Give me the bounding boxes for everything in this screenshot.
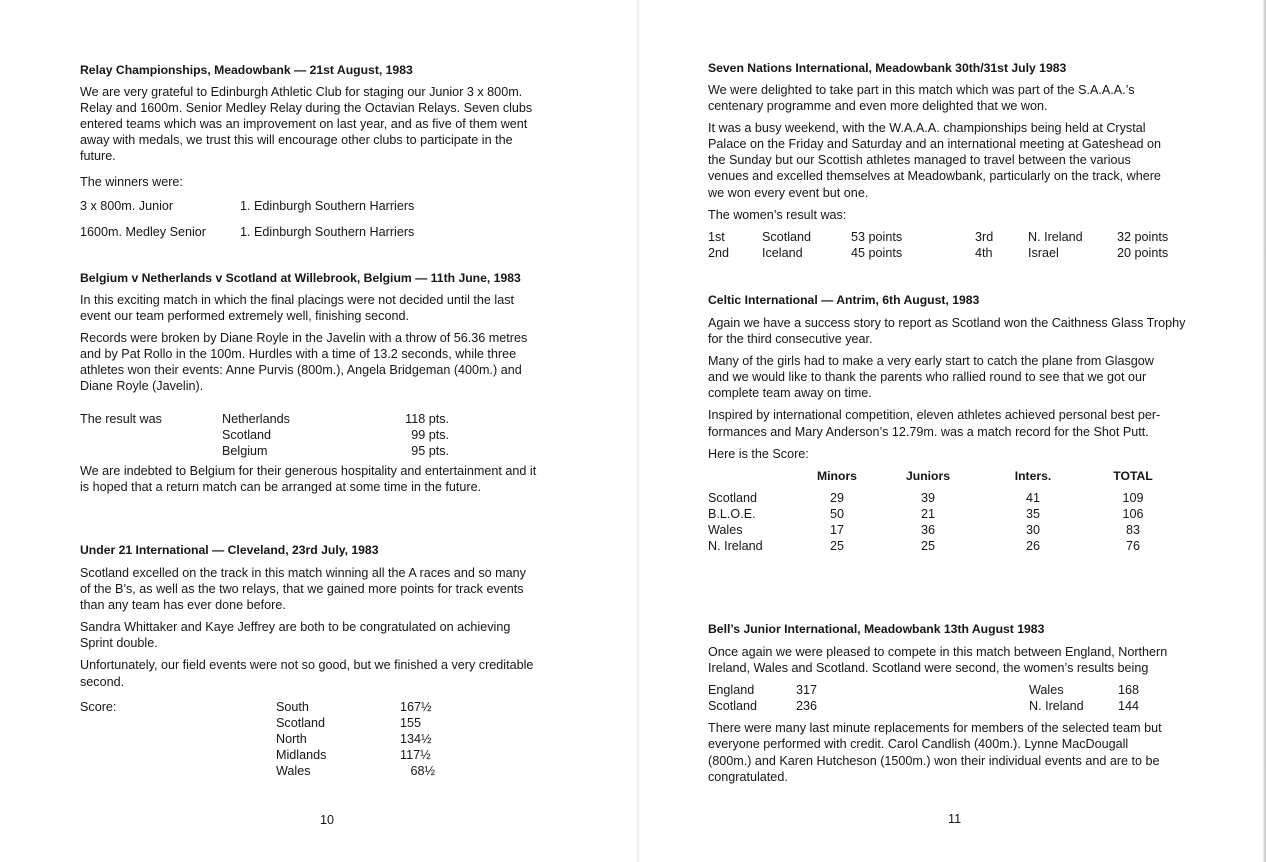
result-points: 99 pts.	[411, 427, 449, 442]
relay-title: Relay Championships, Meadowbank — 21st August, 1983	[80, 63, 413, 77]
winners-label: The winners were:	[80, 175, 183, 190]
belgium-section	[80, 270, 625, 495]
seven-nations-result-label: The women’s result was:	[708, 207, 847, 222]
score-points: 68½	[410, 764, 435, 779]
result-team: Israel	[1028, 245, 1059, 260]
header-juniors: Juniors	[905, 468, 951, 483]
under21-title: Under 21 International — Cleveland, 23rd July, 1983	[80, 543, 379, 557]
relay-body: We are very grateful to Edinburgh Athletic Club for staging our Junior 3 x 800m. Relay and 1600m. Senior Medley Relay during the Octavian Relays. Seven clubs entered teams which was an improvement on last year, and as five of them went away with medals, we trust this will encourage other clubs to participate in the future.	[80, 85, 533, 164]
seven-nations-paragraph-1: We were delighted to take part in this match which was part of the S.A.A.A.’s centenary programme and even more delighted that we won.	[708, 83, 1135, 114]
result-points: 45 points	[851, 245, 903, 260]
score-juniors: 25	[920, 539, 935, 554]
bells-results-table	[708, 682, 1253, 714]
result-team: England	[708, 683, 755, 698]
result-team: N. Ireland	[1028, 229, 1083, 244]
result-team: Scotland	[708, 699, 758, 714]
score-team: Wales	[276, 764, 311, 779]
score-label: Score:	[80, 699, 117, 714]
celtic-paragraph-3: Inspired by international competition, eleven athletes achieved personal best per- formances and Mary Anderson’s 12.79m. was a match record for the Shot Putt.	[708, 408, 1161, 439]
result-team: Belgium	[222, 443, 268, 458]
relay-section	[80, 62, 620, 240]
score-points: 117½	[400, 747, 431, 762]
result-position: 1st	[708, 229, 725, 244]
bells-paragraph-1: Once again we were pleased to compete in this match between England, Northern Ireland, Wales and Scotland. Scotland were second, the women’s results being	[708, 645, 1168, 676]
result-points: 20 points	[1117, 245, 1169, 260]
bells-paragraph-2: There were many last minute replacements for members of the selected team but everyone performed with credit. Carol Candlish (400m.). Lynne MacDougall (800m.) and Karen Hutcheson (1500m.) won their individual events and are to be congratulated.	[708, 721, 1162, 784]
score-inters: 35	[1025, 506, 1040, 521]
result-row	[80, 427, 625, 443]
result-team: Netherlands	[222, 411, 290, 426]
result-points: 118 pts.	[405, 411, 449, 426]
seven-nations-results-table	[708, 229, 1248, 261]
score-inters: 26	[1025, 539, 1040, 554]
score-juniors: 39	[920, 490, 935, 505]
score-minors: 29	[829, 490, 844, 505]
result-points: 317	[796, 683, 818, 698]
winner-row	[80, 224, 620, 240]
page-number: 11	[948, 812, 962, 826]
result-row	[80, 411, 625, 427]
score-minors: 25	[829, 539, 844, 554]
header-minors: Minors	[817, 468, 857, 483]
result-team: Scotland	[222, 427, 272, 442]
celtic-score-table	[708, 468, 1253, 554]
result-row	[708, 698, 1253, 714]
result-points: 53 points	[851, 229, 903, 244]
result-row	[708, 682, 1253, 698]
score-team: Scotland	[276, 715, 326, 730]
bells-section	[708, 621, 1253, 785]
result-position: 2nd	[708, 245, 730, 260]
score-row	[80, 699, 625, 715]
celtic-score-label: Here is the Score:	[708, 446, 809, 461]
score-team: Scotland	[708, 490, 758, 505]
score-total: 76	[1125, 539, 1140, 554]
result-row	[708, 229, 1248, 245]
seven-nations-title: Seven Nations International, Meadowbank 30th/31st July 1983	[708, 61, 1067, 75]
belgium-paragraph-3: We are indebted to Belgium for their generous hospitality and entertainment and it is hoped that a return match can be arranged at some time in the future.	[80, 463, 537, 494]
result-points: 144	[1118, 699, 1140, 714]
page-number: 10	[320, 813, 335, 827]
result-points: 236	[796, 699, 818, 714]
belgium-paragraph-1: In this exciting match in which the final placings were not decided until the last event our team performed extremely well, finishing second.	[80, 293, 515, 324]
celtic-section	[708, 292, 1253, 554]
score-team: South	[276, 699, 309, 714]
score-juniors: 36	[920, 523, 935, 538]
score-minors: 50	[829, 506, 844, 521]
result-points: 32 points	[1117, 229, 1169, 244]
score-juniors: 21	[920, 506, 935, 521]
score-row	[708, 538, 1253, 554]
result-team: Wales	[1029, 683, 1064, 698]
score-row	[80, 763, 625, 779]
score-total: 109	[1122, 490, 1144, 505]
score-team: N. Ireland	[708, 539, 763, 554]
score-row	[708, 506, 1253, 522]
result-team: Iceland	[762, 245, 803, 260]
score-points: 167½	[400, 699, 432, 714]
score-row	[80, 747, 625, 763]
winner-club: 1. Edinburgh Southern Harriers	[240, 198, 415, 213]
belgium-title: Belgium v Netherlands v Scotland at Willebrook, Belgium — 11th June, 1983	[80, 271, 521, 285]
seven-nations-paragraph-2: It was a busy weekend, with the W.A.A.A. championships being held at Crystal Palace on the Friday and Saturday and an international meeting at Gateshead on the Sunday but our Scottish athletes managed to travel between the various venues and excelled themselves at Meadowbank, particularly on the track, where we won every event but one.	[708, 121, 1161, 200]
belgium-paragraph-2: Records were broken by Diane Royle in the Javelin with a throw of 56.36 metres and by Pat Rollo in the 100m. Hurdles with a time of 13.2 seconds, while three athletes won their events: Anne Purvis (800m.), Angela Bridgeman (400m.) and Diane Royle (Javelin).	[80, 331, 528, 394]
under21-paragraph-3: Unfortunately, our field events were not so good, but we finished a very creditable second.	[80, 658, 534, 689]
belgium-results-table	[80, 411, 625, 459]
winner-row	[80, 198, 620, 214]
score-points: 134½	[400, 731, 432, 746]
score-total: 83	[1125, 523, 1140, 538]
result-team: Scotland	[762, 229, 812, 244]
result-row	[708, 245, 1248, 261]
under21-score-table	[80, 699, 625, 779]
score-team: North	[276, 731, 307, 746]
result-row	[80, 443, 625, 459]
score-total: 106	[1122, 506, 1144, 521]
score-inters: 41	[1025, 490, 1040, 505]
score-team: B.L.O.E.	[708, 506, 756, 521]
header-inters: Inters.	[1014, 468, 1052, 483]
score-inters: 30	[1025, 523, 1040, 538]
result-team: N. Ireland	[1029, 699, 1084, 714]
winner-event: 3 x 800m. Junior	[80, 198, 174, 213]
score-header-row	[708, 468, 1253, 484]
score-points: 155	[400, 715, 422, 730]
result-position: 3rd	[975, 229, 994, 244]
celtic-title: Celtic International — Antrim, 6th August, 1983	[708, 293, 980, 307]
header-total: TOTAL	[1113, 468, 1153, 483]
winner-event: 1600m. Medley Senior	[80, 224, 207, 239]
winner-club: 1. Edinburgh Southern Harriers	[240, 224, 415, 239]
score-row	[708, 522, 1253, 538]
under21-section	[80, 542, 625, 779]
score-row	[80, 731, 625, 747]
celtic-paragraph-1: Again we have a success story to report as Scotland won the Caithness Glass Trophy for the third consecutive year.	[708, 316, 1186, 347]
result-label: The result was	[80, 411, 162, 426]
score-row	[708, 490, 1253, 506]
score-row	[80, 715, 625, 731]
result-points: 168	[1118, 683, 1140, 698]
celtic-paragraph-2: Many of the girls had to make a very early start to catch the plane from Glasgow and we would like to thank the parents who rallied round to see that we got our complete team away on time.	[708, 354, 1154, 401]
under21-paragraph-1: Scotland excelled on the track in this match winning all the A races and so many of the B’s, as well as the two relays, that we gained more points for track events than any team has ever done before.	[80, 566, 526, 613]
result-position: 4th	[975, 245, 993, 260]
bells-title: Bell’s Junior International, Meadowbank 13th August 1983	[708, 622, 1045, 636]
score-minors: 17	[829, 523, 844, 538]
result-points: 95 pts.	[411, 443, 449, 458]
under21-paragraph-2: Sandra Whittaker and Kaye Jeffrey are both to be congratulated on achieving Sprint double.	[80, 620, 511, 651]
right-page	[640, 0, 1266, 862]
score-team: Wales	[708, 523, 743, 538]
score-team: Midlands	[276, 747, 327, 762]
seven-nations-section	[708, 60, 1248, 261]
